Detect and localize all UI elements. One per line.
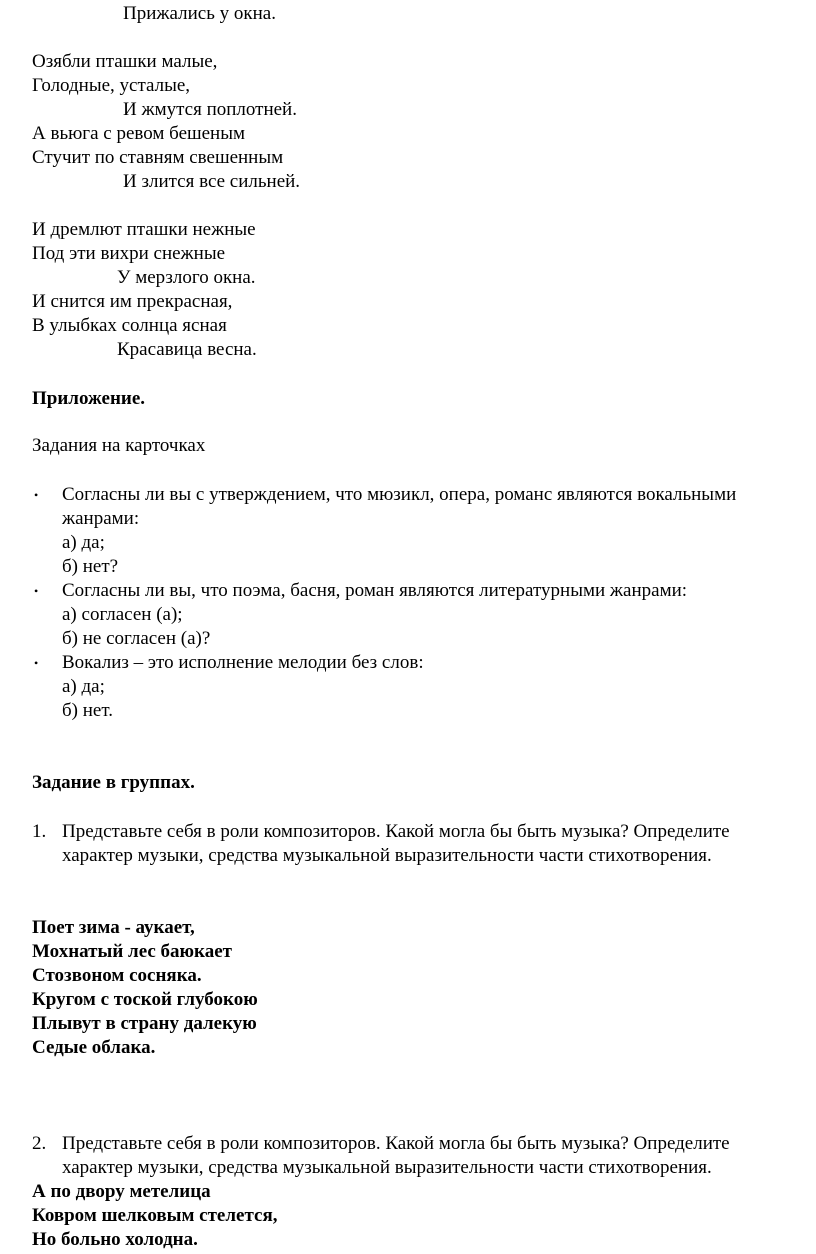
poem-line: Под эти вихри снежные	[32, 243, 226, 264]
answer-option: а) согласен (а);	[62, 604, 183, 625]
verse-line: Мохнатый лес баюкает	[32, 941, 232, 962]
question-text: Согласны ли вы с утверждением, что мюзикл, опера, романс являются вокальными	[62, 484, 737, 505]
poem-line: А вьюга с ревом бешеным	[32, 123, 246, 144]
group-task-heading: Задание в группах.	[32, 772, 195, 793]
poem-line: В улыбках солнца ясная	[32, 315, 227, 336]
answer-option: б) нет?	[62, 556, 119, 577]
poem-line: Голодные, усталые,	[32, 75, 191, 96]
answer-option: б) не согласен (а)?	[62, 628, 211, 649]
poem-line: Красавица весна.	[117, 339, 257, 360]
poem-line: Стучит по ставням свешенным	[32, 147, 284, 168]
bullet-icon: •	[34, 488, 39, 502]
task-number: 1.	[32, 821, 47, 842]
task-text: характер музыки, средства музыкальной выразительности части стихотворения.	[62, 1157, 712, 1178]
answer-option: б) нет.	[62, 700, 113, 721]
cards-subheading: Задания на карточках	[32, 435, 206, 456]
appendix-heading: Приложение.	[32, 388, 146, 409]
task-text: Представьте себя в роли композиторов. Какой могла бы быть музыка? Определите	[62, 821, 730, 842]
question-text: Вокализ – это исполнение мелодии без слов:	[62, 652, 424, 673]
verse-line: Кругом с тоской глубокою	[32, 989, 258, 1010]
bullet-icon: •	[34, 656, 39, 670]
verse-line: Но больно холодна.	[32, 1229, 198, 1250]
task-text: Представьте себя в роли композиторов. Какой могла бы быть музыка? Определите	[62, 1133, 730, 1154]
task-text: характер музыки, средства музыкальной выразительности части стихотворения.	[62, 845, 712, 866]
poem-line: У мерзлого окна.	[117, 267, 256, 288]
task-number: 2.	[32, 1133, 47, 1154]
poem-line: И злится все сильней.	[123, 171, 301, 192]
verse-line: Плывут в страну далекую	[32, 1013, 257, 1034]
verse-line: А по двору метелица	[32, 1181, 211, 1202]
poem-line: Озябли пташки малые,	[32, 51, 218, 72]
poem-line: И снится им прекрасная,	[32, 291, 233, 312]
verse-line: Ковром шелковым стелется,	[32, 1205, 278, 1226]
poem-line: И дремлют пташки нежные	[32, 219, 256, 240]
poem-line: Прижались у окна.	[123, 3, 276, 24]
question-text: жанрами:	[62, 508, 140, 529]
verse-line: Седые облака.	[32, 1037, 156, 1058]
answer-option: а) да;	[62, 676, 105, 697]
verse-line: Стозвоном сосняка.	[32, 965, 202, 986]
question-text: Согласны ли вы, что поэма, басня, роман являются литературными жанрами:	[62, 580, 688, 601]
verse-line: Поет зима - аукает,	[32, 917, 195, 938]
answer-option: а) да;	[62, 532, 105, 553]
poem-line: И жмутся поплотней.	[123, 99, 297, 120]
bullet-icon: •	[34, 584, 39, 598]
